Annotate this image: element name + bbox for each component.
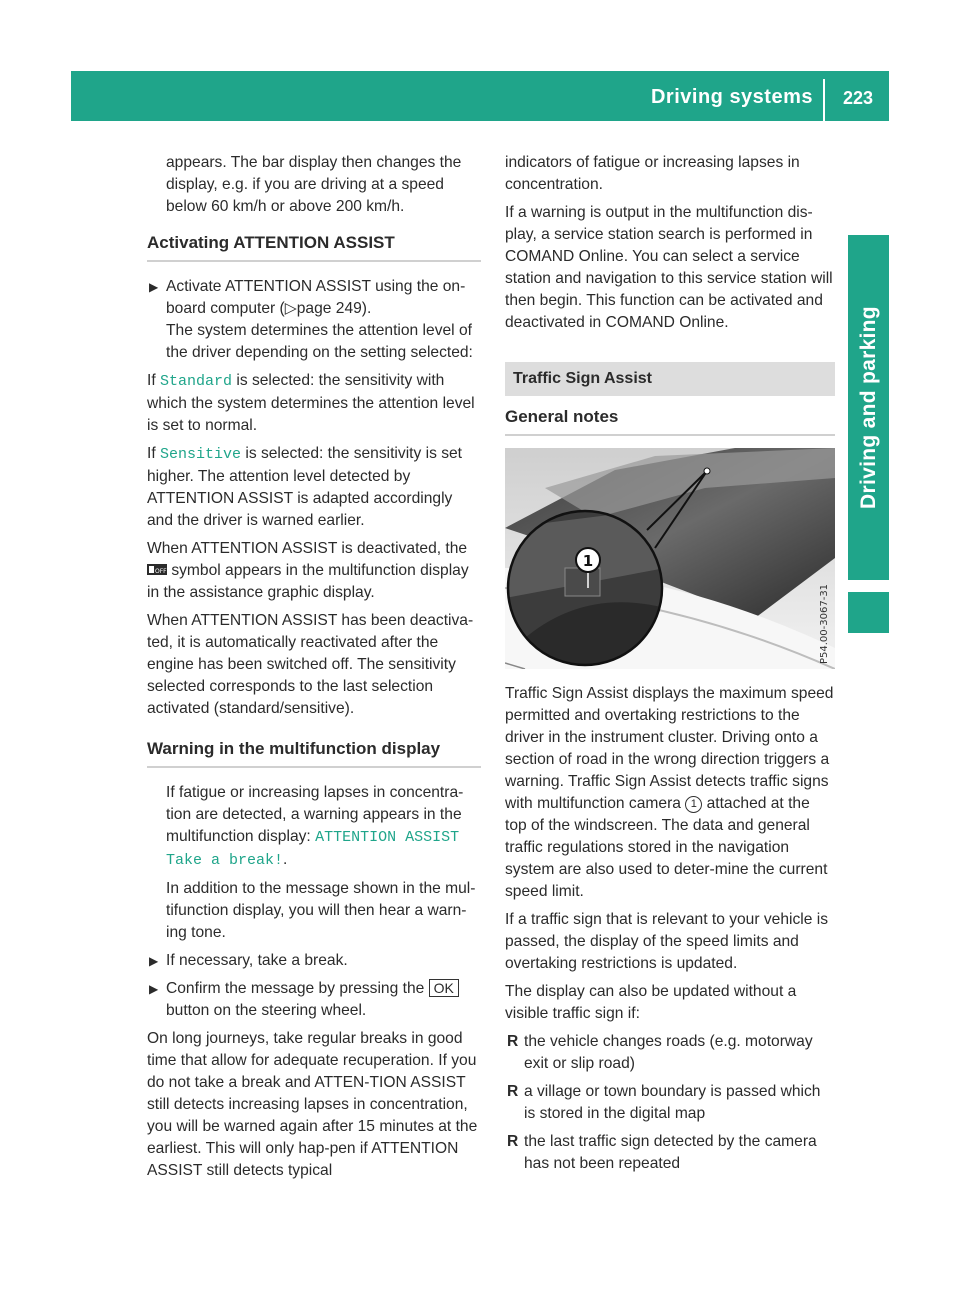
display-message-line1: ATTENTION ASSIST bbox=[315, 829, 460, 846]
bullet-item: R the last traffic sign detected by the camera has not been repeated bbox=[507, 1133, 817, 1172]
page-ref-icon: ▷ bbox=[284, 300, 297, 317]
heading-general-notes: General notes bbox=[505, 406, 835, 436]
ok-button-key: OK bbox=[429, 979, 459, 997]
right-column bbox=[505, 152, 835, 1181]
warning-paragraph: If fatigue or increasing lapses in concentra-tion are detected, a warning appears in the multifunction display: ATTENTION ASSIST Take a break!. bbox=[166, 784, 464, 869]
step-arrow-icon: ▶ bbox=[149, 954, 159, 968]
figure-code: P54.00-3067-31 bbox=[819, 583, 830, 664]
bullet-icon: R bbox=[507, 1133, 519, 1150]
warning-tone-paragraph: In addition to the message shown in the mul-tifunction display, you will then hear a warn-ing tone. bbox=[166, 880, 476, 941]
header-divider bbox=[823, 79, 825, 121]
step-take-break: ▶ If necessary, take a break. bbox=[147, 950, 481, 972]
intro-paragraph: appears. The bar display then changes the display, e.g. if you are driving at a speed below 60 km/h or above 200 km/h. bbox=[166, 154, 462, 215]
section-title: Driving systems bbox=[650, 86, 813, 108]
step-arrow-icon: ▶ bbox=[149, 280, 159, 294]
windscreen-camera-figure bbox=[505, 448, 835, 669]
bullet-item: R the vehicle changes roads (e.g. motorway exit or slip road) bbox=[507, 1033, 813, 1072]
sensitive-keyword: Sensitive bbox=[160, 446, 242, 463]
comand-paragraph: If a warning is output in the multifunction dis-play, a service station search is performed in COMAND Online. You can select a service station and navigation to this service station will then begin. This function can be activated and deactivated in COMAND Online. bbox=[505, 204, 833, 331]
step-confirm: ▶ Confirm the message by pressing the OK button on the steering wheel. bbox=[147, 978, 481, 1022]
display-message-line2: Take a break! bbox=[166, 852, 284, 869]
bullet-icon: R bbox=[507, 1083, 519, 1100]
chapter-label: Driving and parking bbox=[857, 306, 880, 509]
bullet-icon: R bbox=[507, 1033, 519, 1050]
chapter-side-tab bbox=[848, 235, 889, 580]
page-header bbox=[71, 71, 889, 121]
tsa-paragraph: Traffic Sign Assist displays the maximum speed permitted and overtaking restrictions to the driver in the instrument cluster. Driving onto a section of road in the wrong direction triggers a warning. Traffic Sign Assist detects traffic signs with multifunction camera 1 attached at the top of the windscreen. The data and general traffic regulations stored in the navigation system are also used to deter-mine the current speed limit. bbox=[505, 685, 834, 900]
step-activate: ▶ Activate ATTENTION ASSIST using the on-board computer (▷page 249). The system determines the attention level of the driver depending on the setting selected: bbox=[149, 278, 473, 361]
heading-activating: Activating ATTENTION ASSIST bbox=[147, 232, 481, 262]
car-illustration bbox=[505, 448, 835, 669]
sign-passed-paragraph: If a traffic sign that is relevant to your vehicle is passed, the display of the speed limits and overtaking restrictions is updated. bbox=[505, 911, 828, 972]
callout-1-icon: 1 bbox=[685, 796, 702, 813]
deactivated-paragraph: When ATTENTION ASSIST is deactivated, the OFF symbol appears in the multifunction display in the assistance graphic display. bbox=[147, 540, 469, 601]
svg-text:OFF: OFF bbox=[155, 568, 167, 575]
update-conditions-paragraph: The display can also be updated without a visible traffic sign if: bbox=[505, 983, 797, 1022]
standard-keyword: Standard bbox=[160, 373, 233, 390]
continuation-paragraph: indicators of fatigue or increasing lapses in concentration. bbox=[505, 154, 800, 193]
long-journeys-paragraph: On long journeys, take regular breaks in good time that allow for adequate recuperation. If you do not take a break and ATTEN-TION ASSIST still detects increasing lapses in concentration, you will be warned again after 15 minutes at the earliest. This will only hap-pen if ATTENTION ASSIST still detects typical bbox=[147, 1030, 478, 1179]
heading-warning: Warning in the multifunction display bbox=[147, 738, 481, 768]
attention-assist-off-icon bbox=[147, 563, 167, 576]
standard-paragraph: If Standard is selected: the sensitivity with which the system determines the attention level is set to normal. bbox=[147, 372, 475, 434]
section-header-traffic-sign-assist: Traffic Sign Assist bbox=[505, 362, 835, 396]
chapter-marker-block bbox=[848, 592, 889, 633]
bullet-item: R a village or town boundary is passed which is stored in the digital map bbox=[507, 1083, 821, 1122]
step-arrow-icon: ▶ bbox=[149, 982, 159, 996]
reactivation-paragraph: When ATTENTION ASSIST has been deactiva-ted, it is automatically reactivated after the engine has been switched off. The sensitivity selected corresponds to the last selection activated (standard/sensitive). bbox=[147, 612, 474, 717]
page-number: 223 bbox=[842, 88, 873, 108]
sensitive-paragraph: If Sensitive is selected: the sensitivity is set higher. The attention level detected by ATTENTION ASSIST is adapted accordingly and the driver is warned earlier. bbox=[147, 445, 463, 529]
page-ref-link[interactable]: page 249 bbox=[296, 300, 362, 317]
figure-callout-number: 1 bbox=[582, 552, 594, 570]
left-column bbox=[147, 152, 481, 1188]
